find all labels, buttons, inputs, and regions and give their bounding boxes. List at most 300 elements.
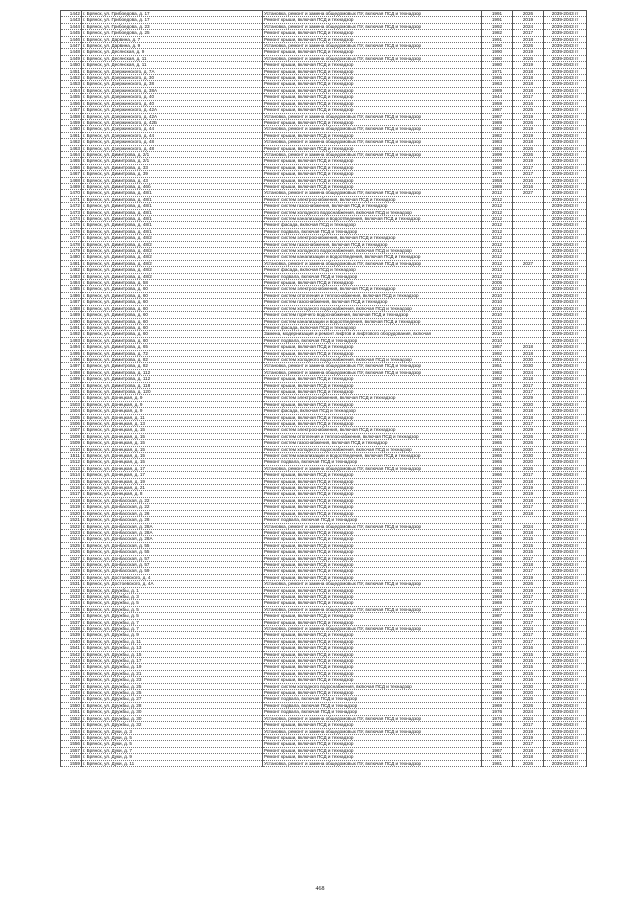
address-cell: г. Брянск, ул. Донецкая, д. 15 [82, 446, 263, 452]
work-type-cell: Ремонт крыши, включая ПСД и технадзор [263, 677, 482, 683]
period-cell: 2039-2043 гг [544, 728, 587, 734]
last-repair-cell: 2025 [513, 107, 544, 113]
table-body [61, 11, 587, 767]
period-cell: 2039-2043 гг [544, 132, 587, 138]
period-cell: 2039-2043 гг [544, 478, 587, 484]
period-cell: 2039-2043 гг [544, 638, 587, 644]
period-cell: 2039-2043 гг [544, 587, 587, 593]
last-repair-cell: 2017 [513, 632, 544, 638]
row-number: 1501 [61, 388, 82, 394]
address-cell: г. Брянск, ул. Димитрова, д. 60 [82, 324, 263, 330]
year-built-cell: 2010 [482, 299, 513, 305]
work-type-cell: Установка, ремонт и замена общедомовых ПУ, включая ПСД и технадзор [263, 55, 482, 61]
work-type-cell: Ремонт крыши, включая ПСД и технадзор [263, 280, 482, 286]
period-cell: 2039-2043 гг [544, 472, 587, 478]
last-repair-cell: 2019 [513, 485, 544, 491]
address-cell: г. Брянск, ул. Дзержинского, д. 38А [82, 87, 263, 93]
address-cell: г. Брянск, ул. Донбасская, д. 55 [82, 549, 263, 555]
work-type-cell: Ремонт крыши, включая ПСД и технадзор [263, 350, 482, 356]
address-cell: г. Брянск, ул. Димитрова, д. 48/2 [82, 235, 263, 241]
period-cell: 2039-2043 гг [544, 292, 587, 298]
period-cell: 2039-2043 гг [544, 145, 587, 151]
work-type-cell: Ремонт крыши, включая ПСД и технадзор [263, 158, 482, 164]
address-cell: г. Брянск, ул. Донбасская, д. 28А [82, 529, 263, 535]
address-cell: г. Брянск, ул. Димитрова, д. 2/1 [82, 151, 263, 157]
last-repair-cell: 2017 [513, 568, 544, 574]
last-repair-cell: 2018 [513, 344, 544, 350]
year-built-cell: 1927 [482, 485, 513, 491]
year-built-cell: 1972 [482, 645, 513, 651]
work-type-cell: Ремонт крыши, включая ПСД и технадзор [263, 754, 482, 760]
period-cell: 2039-2043 гг [544, 324, 587, 330]
address-cell: г. Брянск, ул. Донецкая, д. 17 [82, 465, 263, 471]
year-built-cell: 2012 [482, 273, 513, 279]
address-cell: г. Брянск, ул. Дружбы, д. 15 [82, 651, 263, 657]
year-built-cell: 1988 [482, 504, 513, 510]
address-cell: г. Брянск, ул. Достоевского, д. 4 [82, 574, 263, 580]
work-type-cell: Ремонт крыши, включая ПСД и технадзор [263, 421, 482, 427]
work-type-cell: Ремонт крыши, включая ПСД и технадзор [263, 75, 482, 81]
last-repair-cell: 2016 [513, 177, 544, 183]
address-cell: г. Брянск, ул. Дружбы, д. 11 [82, 638, 263, 644]
last-repair-cell: 2018 [513, 139, 544, 145]
row-number: 1475 [61, 222, 82, 228]
address-cell: г. Брянск, ул. Дзержинского, д. 48 [82, 145, 263, 151]
row-number: 1538 [61, 626, 82, 632]
row-number: 1467 [61, 171, 82, 177]
last-repair-cell: 2019 [513, 587, 544, 593]
period-cell: 2039-2043 гг [544, 196, 587, 202]
row-number: 1444 [61, 23, 82, 29]
period-cell: 2039-2043 гг [544, 670, 587, 676]
row-number: 1520 [61, 510, 82, 516]
row-number: 1518 [61, 497, 82, 503]
year-built-cell: 1972 [482, 510, 513, 516]
row-number: 1537 [61, 619, 82, 625]
address-cell: г. Брянск, ул. Донецкая, д. 15 [82, 459, 263, 465]
period-cell: 2039-2043 гг [544, 542, 587, 548]
row-number: 1515 [61, 478, 82, 484]
row-number: 1497 [61, 363, 82, 369]
period-cell: 2039-2043 гг [544, 722, 587, 728]
year-built-cell: 1966 [482, 388, 513, 394]
address-cell: г. Брянск, ул. Дружбы, д. 19 [82, 664, 263, 670]
row-number: 1476 [61, 228, 82, 234]
row-number: 1545 [61, 670, 82, 676]
period-cell: 2039-2043 гг [544, 312, 587, 318]
year-built-cell: 1965 [482, 440, 513, 446]
period-cell: 2039-2043 гг [544, 702, 587, 708]
address-cell: г. Брянск, ул. Дружбы, д. 21 [82, 670, 263, 676]
row-number: 1472 [61, 203, 82, 209]
period-cell: 2039-2043 гг [544, 344, 587, 350]
row-number: 1450 [61, 62, 82, 68]
address-cell: г. Брянск, ул. Димитрова, д. 60 [82, 286, 263, 292]
address-cell: г. Брянск, ул. Дзержинского, д. 44 [82, 132, 263, 138]
year-built-cell: 1959 [482, 651, 513, 657]
year-built-cell: 1976 [482, 715, 513, 721]
address-cell: г. Брянск, ул. Дуки, д. 7 [82, 747, 263, 753]
period-cell: 2039-2043 гг [544, 55, 587, 61]
row-number: 1470 [61, 190, 82, 196]
last-repair-cell: 2018 [513, 510, 544, 516]
work-type-cell: Ремонт систем отопления и теплоснабжения, включая ПСД и технадзор [263, 292, 482, 298]
period-cell: 2039-2043 гг [544, 209, 587, 215]
year-built-cell: 1960 [482, 670, 513, 676]
work-type-cell: Ремонт крыши, включая ПСД и технадзор [263, 574, 482, 580]
row-number: 1524 [61, 536, 82, 542]
row-number: 1463 [61, 145, 82, 151]
address-cell: г. Брянск, ул. Донецкая, д. 21 [82, 485, 263, 491]
period-cell: 2039-2043 гг [544, 536, 587, 542]
address-cell: г. Брянск, ул. Димитрова, д. 82 [82, 363, 263, 369]
last-repair-cell: 2019 [513, 132, 544, 138]
address-cell: г. Брянск, ул. Дружбы, д. 7 [82, 626, 263, 632]
work-type-cell: Ремонт подвала, включая ПСД и технадзор [263, 702, 482, 708]
work-type-cell: Ремонт систем канализации и водоотведения, включая ПСД и технадзор [263, 453, 482, 459]
period-cell: 2039-2043 гг [544, 171, 587, 177]
work-type-cell: Ремонт крыши, включая ПСД и технадзор [263, 658, 482, 664]
address-cell: г. Брянск, ул. Грибоедова, д. 17 [82, 17, 263, 23]
period-cell: 2039-2043 гг [544, 241, 587, 247]
period-cell: 2039-2043 гг [544, 561, 587, 567]
address-cell: г. Брянск, ул. Димитрова, д. 48/2 [82, 254, 263, 260]
last-repair-cell: 2017 [513, 741, 544, 747]
year-built-cell: 2012 [482, 260, 513, 266]
work-type-cell: Установка, ремонт и замена общедомовых ПУ, включая ПСД и технадзор [263, 190, 482, 196]
last-repair-cell: 2026 [513, 696, 544, 702]
year-built-cell: 2012 [482, 228, 513, 234]
address-cell: г. Брянск, ул. Дружбы, д. 5 [82, 600, 263, 606]
work-type-cell: Ремонт систем электроснабжения, включая ПСД и технадзор [263, 235, 482, 241]
period-cell: 2039-2043 гг [544, 388, 587, 394]
last-repair-cell: 2030 [513, 446, 544, 452]
year-built-cell: 1987 [482, 113, 513, 119]
last-repair-cell: 2015 [513, 670, 544, 676]
work-type-cell: Установка, ремонт и замена общедомовых ПУ, включая ПСД и технадзор [263, 626, 482, 632]
address-cell: г. Брянск, ул. Донбасская, д. 22 [82, 504, 263, 510]
last-repair-cell: 2015 [513, 542, 544, 548]
row-number: 1474 [61, 216, 82, 222]
year-built-cell: 1970 [482, 638, 513, 644]
row-number: 1506 [61, 421, 82, 427]
year-built-cell: 1982 [482, 30, 513, 36]
address-cell: г. Брянск, ул. Дружбы, д. 7 [82, 619, 263, 625]
work-type-cell: Ремонт крыши, включая ПСД и технадзор [263, 164, 482, 170]
address-cell: г. Брянск, ул. Дзержинского, д. 42Б [82, 119, 263, 125]
year-built-cell: 1961 [482, 401, 513, 407]
year-built-cell: 2012 [482, 222, 513, 228]
address-cell: г. Брянск, ул. Донбасская, д. 22 [82, 497, 263, 503]
row-number: 1552 [61, 715, 82, 721]
year-built-cell: 1966 [482, 549, 513, 555]
work-type-cell: Ремонт систем холодного водоснабжения, включая ПСД и технадзор [263, 683, 482, 689]
year-built-cell: 1965 [482, 459, 513, 465]
address-cell: г. Брянск, ул. Дружбы, д. 23 [82, 677, 263, 683]
row-number: 1558 [61, 754, 82, 760]
row-number: 1503 [61, 401, 82, 407]
work-type-cell: Ремонт крыши, включая ПСД и технадзор [263, 504, 482, 510]
row-number: 1553 [61, 722, 82, 728]
last-repair-cell: 2017 [513, 30, 544, 36]
repair-schedule-table [60, 10, 587, 767]
period-cell: 2039-2043 гг [544, 228, 587, 234]
work-type-cell: Ремонт крыши, включая ПСД и технадзор [263, 664, 482, 670]
address-cell: г. Брянск, ул. Димитрова, д. 48/2 [82, 248, 263, 254]
address-cell: г. Брянск, ул. Димитрова, д. 2/1 [82, 158, 263, 164]
work-type-cell: Ремонт крыши, включая ПСД и технадзор [263, 741, 482, 747]
row-number: 1493 [61, 337, 82, 343]
last-repair-cell: 2017 [513, 504, 544, 510]
row-number: 1460 [61, 126, 82, 132]
row-number: 1531 [61, 581, 82, 587]
year-built-cell: 1963 [482, 658, 513, 664]
year-built-cell: 2010 [482, 312, 513, 318]
year-built-cell: 1988 [482, 568, 513, 574]
address-cell: г. Брянск, ул. Донбасская, д. 28 [82, 517, 263, 523]
work-type-cell: Установка, ремонт и замена общедомовых ПУ, включая ПСД и технадзор [263, 523, 482, 529]
period-cell: 2039-2043 гг [544, 517, 587, 523]
address-cell: г. Брянск, ул. Дружбы, д. 1 [82, 587, 263, 593]
row-number: 1479 [61, 248, 82, 254]
year-built-cell: 1957 [482, 344, 513, 350]
year-built-cell: 1984 [482, 523, 513, 529]
row-number: 1482 [61, 267, 82, 273]
period-cell: 2039-2043 гг [544, 318, 587, 324]
work-type-cell: Ремонт крыши, включая ПСД и технадзор [263, 568, 482, 574]
row-number: 1480 [61, 254, 82, 260]
year-built-cell: 1966 [482, 465, 513, 471]
work-type-cell: Ремонт систем горячего водоснабжения, включая ПСД и технадзор [263, 312, 482, 318]
row-number: 1443 [61, 17, 82, 23]
period-cell: 2039-2043 гг [544, 190, 587, 196]
year-built-cell: 2012 [482, 196, 513, 202]
last-repair-cell: 2019 [513, 62, 544, 68]
row-number: 1549 [61, 696, 82, 702]
year-built-cell: 1966 [482, 414, 513, 420]
row-number: 1465 [61, 158, 82, 164]
address-cell: г. Брянск, ул. Димитрова, д. 48/1 [82, 222, 263, 228]
period-cell: 2039-2043 гг [544, 626, 587, 632]
last-repair-cell: 2026 [513, 151, 544, 157]
last-repair-cell: 2018 [513, 754, 544, 760]
work-type-cell: Ремонт крыши, включая ПСД и технадзор [263, 651, 482, 657]
last-repair-cell: 2015 [513, 549, 544, 555]
row-number: 1516 [61, 485, 82, 491]
period-cell: 2039-2043 гг [544, 510, 587, 516]
address-cell: г. Брянск, ул. Димитрова, д. 60 [82, 337, 263, 343]
period-cell: 2039-2043 гг [544, 485, 587, 491]
row-number: 1462 [61, 139, 82, 145]
address-cell: г. Брянск, ул. Дружбы, д. 13 [82, 645, 263, 651]
row-number: 1453 [61, 81, 82, 87]
last-repair-cell: 2024 [513, 715, 544, 721]
work-type-cell: Ремонт систем электроснабжения, включая ПСД и технадзор [263, 286, 482, 292]
year-built-cell: 1965 [482, 574, 513, 580]
row-number: 1557 [61, 747, 82, 753]
year-built-cell: 2012 [482, 203, 513, 209]
row-number: 1478 [61, 241, 82, 247]
row-number: 1489 [61, 312, 82, 318]
period-cell: 2039-2043 гг [544, 414, 587, 420]
address-cell: г. Брянск, ул. Дружбы, д. 25 [82, 683, 263, 689]
row-number: 1459 [61, 119, 82, 125]
work-type-cell: Ремонт крыши, включая ПСД и технадзор [263, 542, 482, 548]
period-cell: 2039-2043 гг [544, 555, 587, 561]
row-number: 1456 [61, 100, 82, 106]
address-cell: г. Брянск, ул. Донецкая, д. 17 [82, 472, 263, 478]
last-repair-cell: 2015 [513, 536, 544, 542]
row-number: 1548 [61, 690, 82, 696]
work-type-cell: Ремонт крыши, включая ПСД и технадзор [263, 497, 482, 503]
period-cell: 2039-2043 гг [544, 645, 587, 651]
address-cell: г. Брянск, ул. Димитрова, д. 48/1 [82, 216, 263, 222]
year-built-cell: 1971 [482, 68, 513, 74]
year-built-cell: 1999 [482, 151, 513, 157]
row-number: 1536 [61, 613, 82, 619]
work-type-cell: Установка, ремонт и замена общедомовых ПУ, включая ПСД и технадзор [263, 363, 482, 369]
address-cell: г. Брянск, ул. Димитрова, д. 60 [82, 305, 263, 311]
row-number: 1510 [61, 446, 82, 452]
period-cell: 2039-2043 гг [544, 350, 587, 356]
work-type-cell: Ремонт крыши, включая ПСД и технадзор [263, 722, 482, 728]
row-number: 1499 [61, 376, 82, 382]
year-built-cell: 1979 [482, 497, 513, 503]
address-cell: г. Брянск, ул. Донбасская, д. 28А [82, 523, 263, 529]
last-repair-cell: 2016 [513, 645, 544, 651]
last-repair-cell: 2017 [513, 555, 544, 561]
period-cell: 2039-2043 гг [544, 651, 587, 657]
last-repair-cell: 2015 [513, 651, 544, 657]
address-cell: г. Брянск, ул. Донецкая, д. 9 [82, 408, 263, 414]
row-number: 1513 [61, 465, 82, 471]
period-cell: 2039-2043 гг [544, 459, 587, 465]
row-number: 1485 [61, 286, 82, 292]
address-cell: г. Брянск, ул. Донбасская, д. 26 [82, 510, 263, 516]
address-cell: г. Брянск, ул. Димитрова, д. 60 [82, 318, 263, 324]
address-cell: г. Брянск, ул. Грибоедова, д. 23 [82, 23, 263, 29]
address-cell: г. Брянск, ул. Дзержинского, д. 7А [82, 68, 263, 74]
address-cell: г. Брянск, ул. Дружбы, д. 5 [82, 613, 263, 619]
address-cell: г. Брянск, ул. Дружбы, д. 25 [82, 690, 263, 696]
period-cell: 2039-2043 гг [544, 222, 587, 228]
row-number: 1492 [61, 331, 82, 337]
year-built-cell: 1966 [482, 561, 513, 567]
period-cell: 2039-2043 гг [544, 331, 587, 337]
row-number: 1452 [61, 75, 82, 81]
last-repair-cell: 2026 [513, 581, 544, 587]
row-number: 1469 [61, 183, 82, 189]
row-number: 1454 [61, 87, 82, 93]
address-cell: г. Брянск, ул. Димитрова, д. 48/2 [82, 267, 263, 273]
work-type-cell: Ремонт крыши, включая ПСД и технадзор [263, 87, 482, 93]
work-type-cell: Ремонт подвала, включая ПСД и технадзор [263, 337, 482, 343]
address-cell: г. Брянск, ул. Димитрова, д. 72 [82, 350, 263, 356]
year-built-cell: 1965 [482, 453, 513, 459]
year-built-cell: 1961 [482, 395, 513, 401]
period-cell: 2039-2043 гг [544, 43, 587, 49]
row-number: 1525 [61, 542, 82, 548]
year-built-cell: 1952 [482, 491, 513, 497]
row-number: 1484 [61, 280, 82, 286]
address-cell: г. Брянск, ул. Донбасская, д. 57 [82, 555, 263, 561]
period-cell: 2039-2043 гг [544, 280, 587, 286]
period-cell: 2039-2043 гг [544, 497, 587, 503]
last-repair-cell: 2017 [513, 619, 544, 625]
work-type-cell: Ремонт систем электроснабжения, включая ПСД и технадзор [263, 427, 482, 433]
last-repair-cell: 2018 [513, 478, 544, 484]
row-number: 1544 [61, 664, 82, 670]
work-type-cell: Ремонт крыши, включая ПСД и технадзор [263, 81, 482, 87]
row-number: 1550 [61, 702, 82, 708]
last-repair-cell: 2018 [513, 87, 544, 93]
year-built-cell: 1969 [482, 600, 513, 606]
last-repair-cell: 2030 [513, 356, 544, 362]
address-cell: г. Брянск, ул. Димитрова, д. 46б [82, 183, 263, 189]
period-cell: 2039-2043 гг [544, 523, 587, 529]
year-built-cell: 2012 [482, 241, 513, 247]
address-cell: г. Брянск, ул. Димитрова, д. 48/1 [82, 190, 263, 196]
year-built-cell: 1966 [482, 472, 513, 478]
last-repair-cell: 2018 [513, 414, 544, 420]
period-cell: 2039-2043 гг [544, 593, 587, 599]
last-repair-cell: 2026 [513, 11, 544, 17]
last-repair-cell: 2018 [513, 350, 544, 356]
last-repair-cell: 2017 [513, 388, 544, 394]
work-type-cell: Установка, ремонт и замена общедомовых ПУ, включая ПСД и технадзор [263, 11, 482, 17]
work-type-cell: Ремонт подвала, включая ПСД и технадзор [263, 696, 482, 702]
year-built-cell: 1980 [482, 55, 513, 61]
year-built-cell: 2012 [482, 267, 513, 273]
period-cell: 2039-2043 гг [544, 709, 587, 715]
work-type-cell: Ремонт крыши, включая ПСД и технадзор [263, 68, 482, 74]
period-cell: 2039-2043 гг [544, 305, 587, 311]
work-type-cell: Ремонт систем канализации и водоотведения, включая ПСД и технадзор [263, 254, 482, 260]
year-built-cell: 1987 [482, 606, 513, 612]
year-built-cell: 1967 [482, 747, 513, 753]
year-built-cell: 1990 [482, 49, 513, 55]
row-number: 1494 [61, 344, 82, 350]
last-repair-cell: 2019 [513, 17, 544, 23]
period-cell: 2039-2043 гг [544, 81, 587, 87]
last-repair-cell: 2019 [513, 49, 544, 55]
row-number: 1554 [61, 728, 82, 734]
year-built-cell: 2010 [482, 305, 513, 311]
last-repair-cell: 2019 [513, 728, 544, 734]
work-type-cell: Ремонт крыши, включая ПСД и технадзор [263, 613, 482, 619]
address-cell: г. Брянск, ул. Донецкая, д. 15 [82, 427, 263, 433]
last-repair-cell: 2017 [513, 171, 544, 177]
year-built-cell: 1989 [482, 183, 513, 189]
row-number: 1533 [61, 593, 82, 599]
address-cell: г. Брянск, ул. Донбасская, д. 55 [82, 542, 263, 548]
work-type-cell: Установка, ремонт и замена общедомовых ПУ, включая ПСД и технадзор [263, 260, 482, 266]
last-repair-cell: 2018 [513, 561, 544, 567]
work-type-cell: Установка, ремонт и замена общедомовых ПУ, включая ПСД и технадзор [263, 581, 482, 587]
period-cell: 2039-2043 гг [544, 119, 587, 125]
address-cell: г. Брянск, ул. Дзержинского, д. 40 [82, 100, 263, 106]
year-built-cell: 1963 [482, 626, 513, 632]
year-built-cell: 1987 [482, 107, 513, 113]
row-number: 1509 [61, 440, 82, 446]
last-repair-cell: 2024 [513, 709, 544, 715]
work-type-cell: Ремонт крыши, включая ПСД и технадзор [263, 638, 482, 644]
last-repair-cell: 2018 [513, 68, 544, 74]
row-number: 1523 [61, 529, 82, 535]
row-number: 1519 [61, 504, 82, 510]
period-cell: 2039-2043 гг [544, 741, 587, 747]
year-built-cell: 1962 [482, 677, 513, 683]
